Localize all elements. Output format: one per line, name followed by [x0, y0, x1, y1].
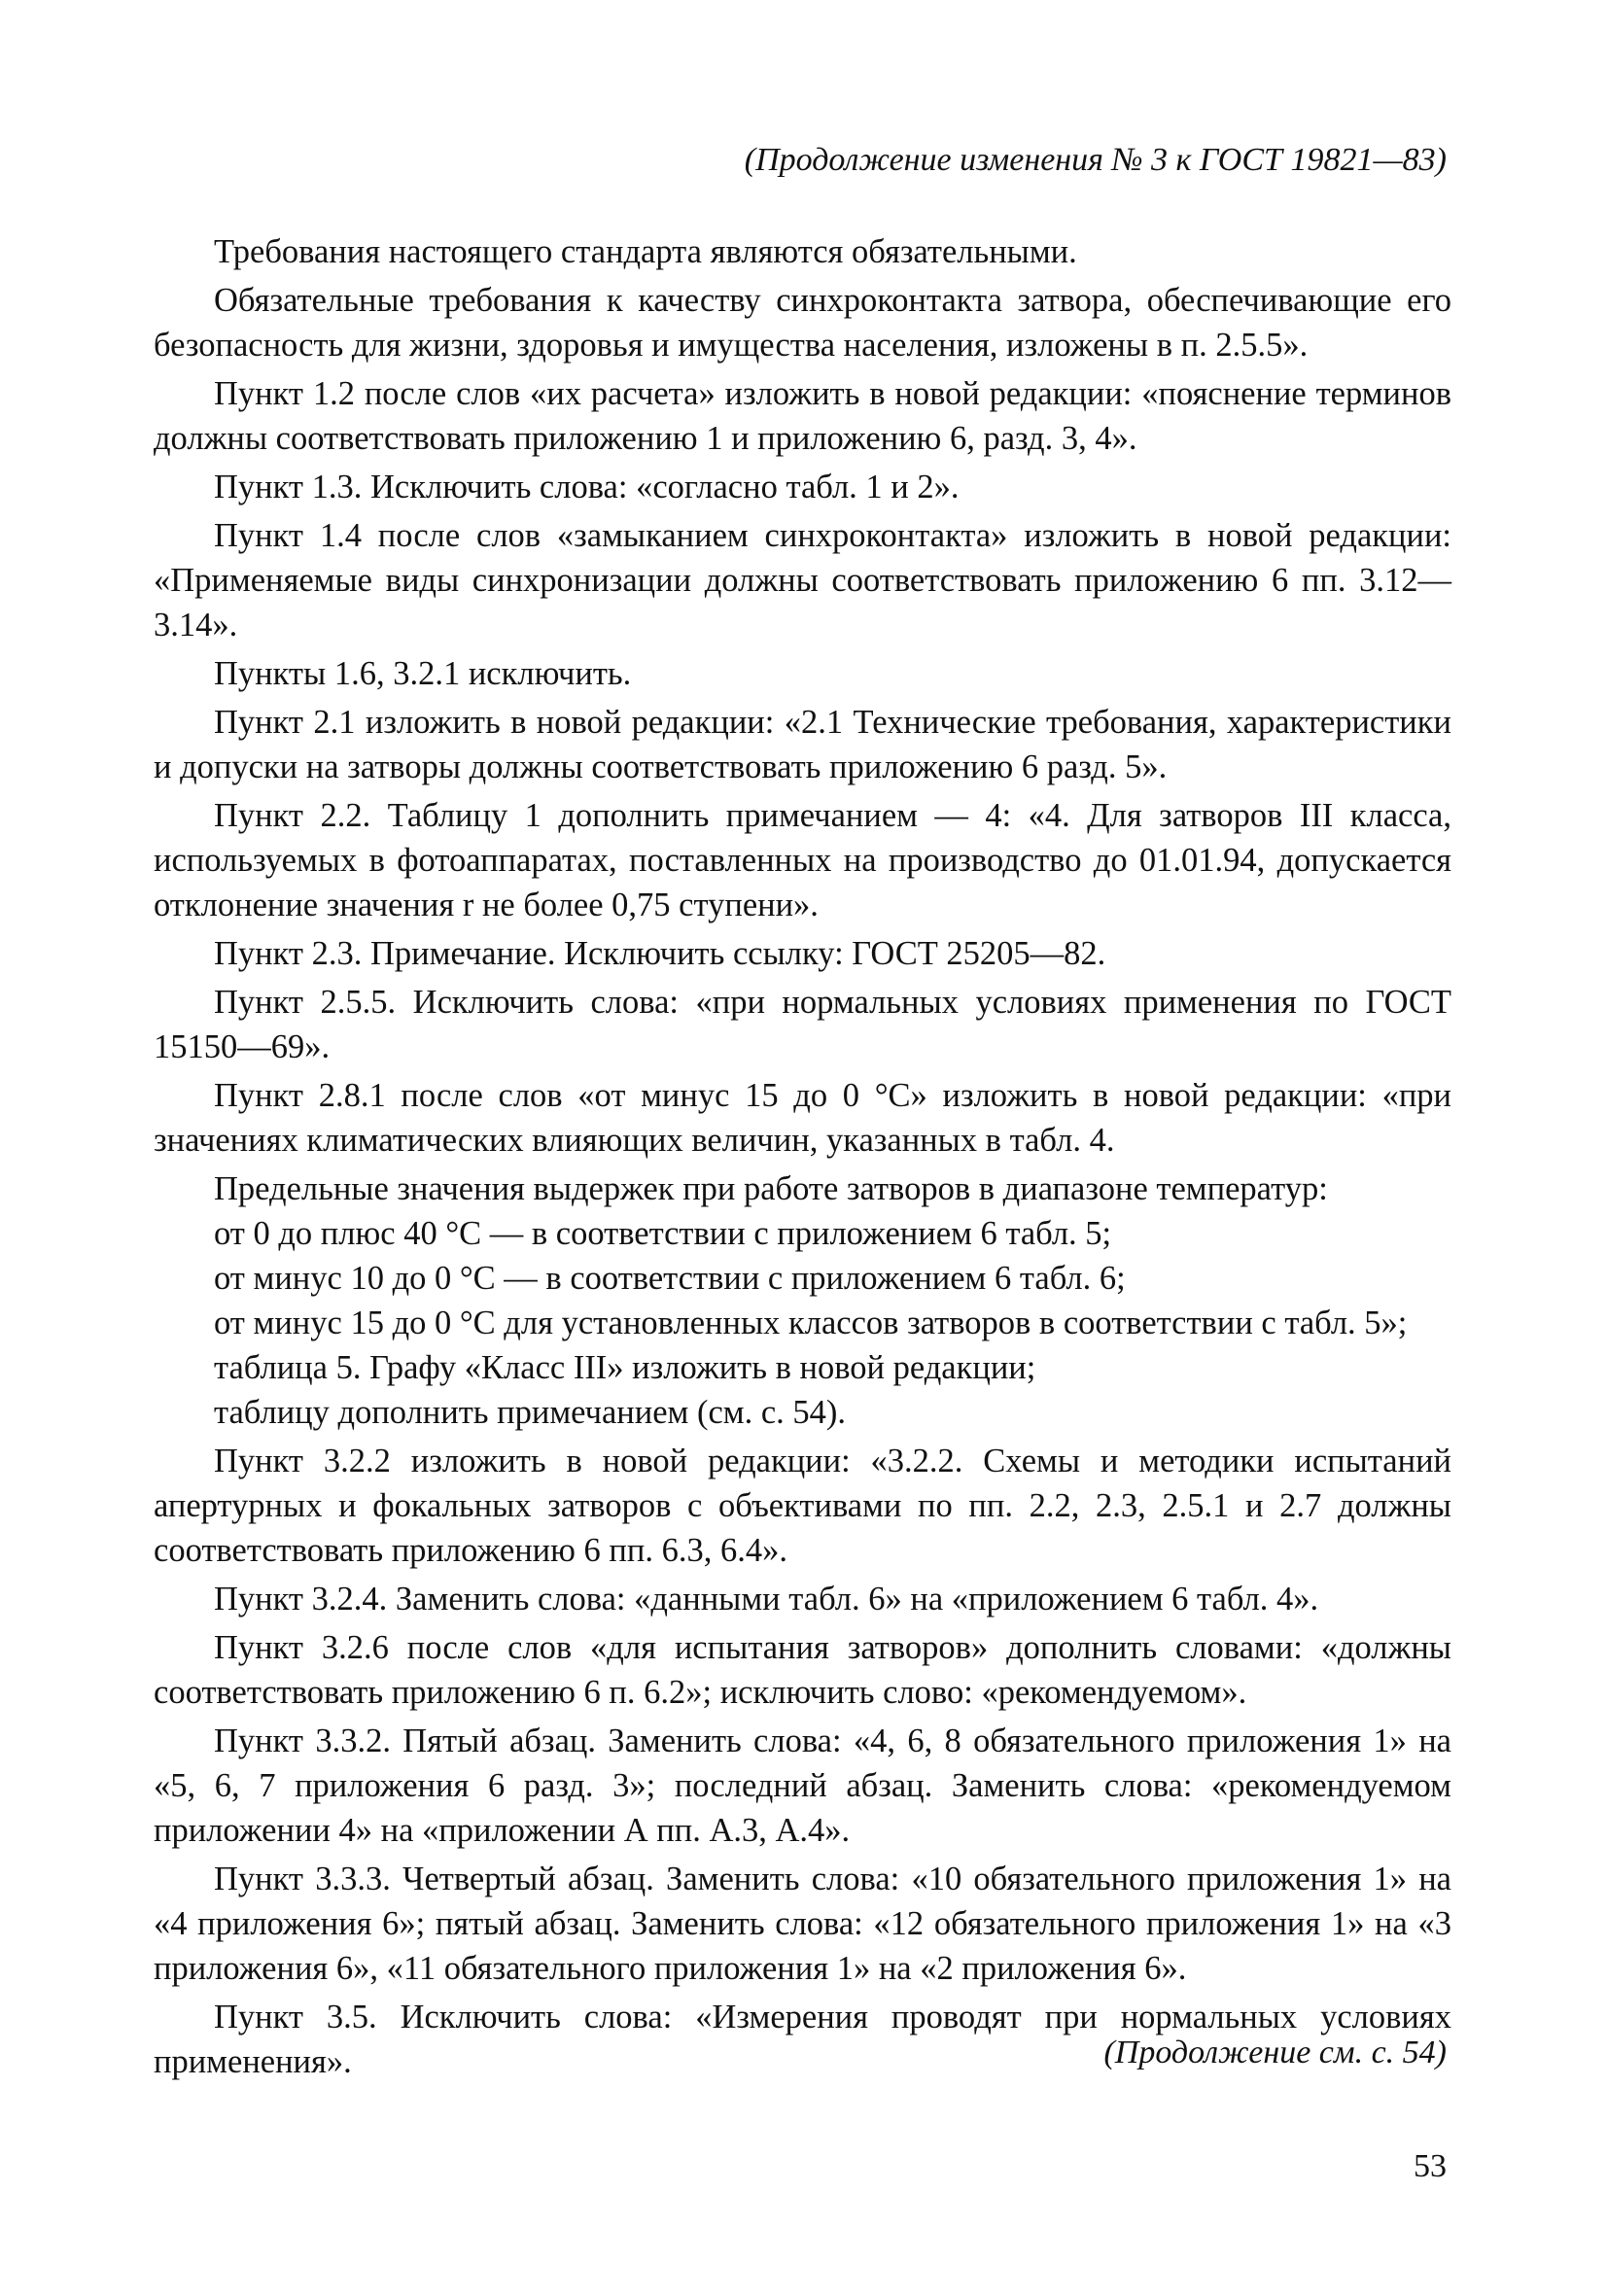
paragraph: Пункт 1.3. Исключить слова: «согласно табл. 1 и 2». — [214, 469, 960, 505]
paragraph: Пункт 3.2.6 после слов «для испытания затворов» дополнить словами: «должны соответствовать приложению 6 п. 6.2»; исключить слово: «рекомендуемом». — [154, 1629, 1451, 1711]
paragraph: Обязательные требования к качеству синхроконтакта затвора, обеспечивающие его безопасность для жизни, здоровья и имущества населения, изложены в п. 2.5.5». — [154, 282, 1451, 364]
paragraph: Пункт 2.3. Примечание. Исключить ссылку: ГОСТ 25205—82. — [214, 935, 1106, 972]
page-header: (Продолжение изменения № 3 к ГОСТ 19821—83) — [744, 142, 1447, 178]
paragraph: Пункт 1.2 после слов «их расчета» изложить в новой редакции: «пояснение терминов должны соответствовать приложению 1 и приложению 6, разд. 3, 4». — [154, 375, 1451, 457]
paragraph: Пункт 2.1 изложить в новой редакции: «2.1 Технические требования, характеристики и допуски на затворы должны соответствовать приложению 6 разд. 5». — [154, 704, 1451, 785]
paragraph: Пункт 3.5. Исключить слова: «Измерения проводят при нормальных условиях применения». — [154, 1999, 1451, 2080]
paragraph: Пункт 2.5.5. Исключить слова: «при нормальных условиях применения по ГОСТ 15150—69». — [154, 984, 1451, 1065]
page-number: 53 — [1414, 2148, 1447, 2184]
paragraph: таблица 5. Графу «Класс III» изложить в новой редакции; — [214, 1349, 1036, 1386]
paragraph: таблицу дополнить примечанием (см. с. 54). — [214, 1394, 847, 1431]
paragraph: Пункт 3.2.4. Заменить слова: «данными табл. 6» на «приложением 6 табл. 4». — [214, 1581, 1319, 1618]
paragraph: Предельные значения выдержек при работе затворов в диапазоне температур: — [214, 1170, 1328, 1207]
list-item: от минус 15 до 0 °С для установленных классов затворов в соответствии с табл. 5»; — [214, 1305, 1408, 1341]
paragraph: Требования настоящего стандарта являются обязательными. — [214, 233, 1077, 270]
paragraph: Пункт 1.4 после слов «замыканием синхроконтакта» изложить в новой редакции: «Применяемые виды синхронизации должны соответствовать приложению 6 пп. 3.12—3.14». — [154, 517, 1451, 644]
list-item: от минус 10 до 0 °С — в соответствии с приложением 6 табл. 6; — [214, 1260, 1126, 1297]
paragraph: Пункт 3.3.2. Пятый абзац. Заменить слова: «4, 6, 8 обязательного приложения 1» на «5, 6, 7 приложения 6 разд. 3»; последний абзац. Заменить слова: «рекомендуемом приложении 4» на «приложении А пп. А.3, А.4». — [154, 1722, 1451, 1849]
list-item: от 0 до плюс 40 °С — в соответствии с приложением 6 табл. 5; — [214, 1215, 1112, 1252]
paragraph: Пункты 1.6, 3.2.1 исключить. — [214, 655, 632, 692]
paragraph: Пункт 3.3.3. Четвертый абзац. Заменить слова: «10 обязательного приложения 1» на «4 приложения 6»; пятый абзац. Заменить слова: «12 обязательного приложения 1» на «3 приложения 6», «11 обязательного приложения 1» на «2 приложения 6». — [154, 1861, 1451, 1987]
document-body — [154, 229, 1451, 2088]
paragraph: Пункт 2.2. Таблицу 1 дополнить примечанием — 4: «4. Для затворов III класса, используемых в фотоаппаратах, поставленных на производство до 01.01.94, допускается отклонение значения r не более 0,75 ступени». — [154, 797, 1451, 923]
paragraph: Пункт 3.2.2 изложить в новой редакции: «3.2.2. Схемы и методики испытаний апертурных и фокальных затворов с объективами по пп. 2.2, 2.3, 2.5.1 и 2.7 должны соответствовать приложению 6 пп. 6.3, 6.4». — [154, 1443, 1451, 1569]
paragraph: Пункт 2.8.1 после слов «от минус 15 до 0 °С» изложить в новой редакции: «при значениях климатических влияющих величин, указанных в табл. 4. — [154, 1077, 1451, 1159]
continuation-note: (Продолжение см. с. 54) — [1103, 2035, 1447, 2070]
